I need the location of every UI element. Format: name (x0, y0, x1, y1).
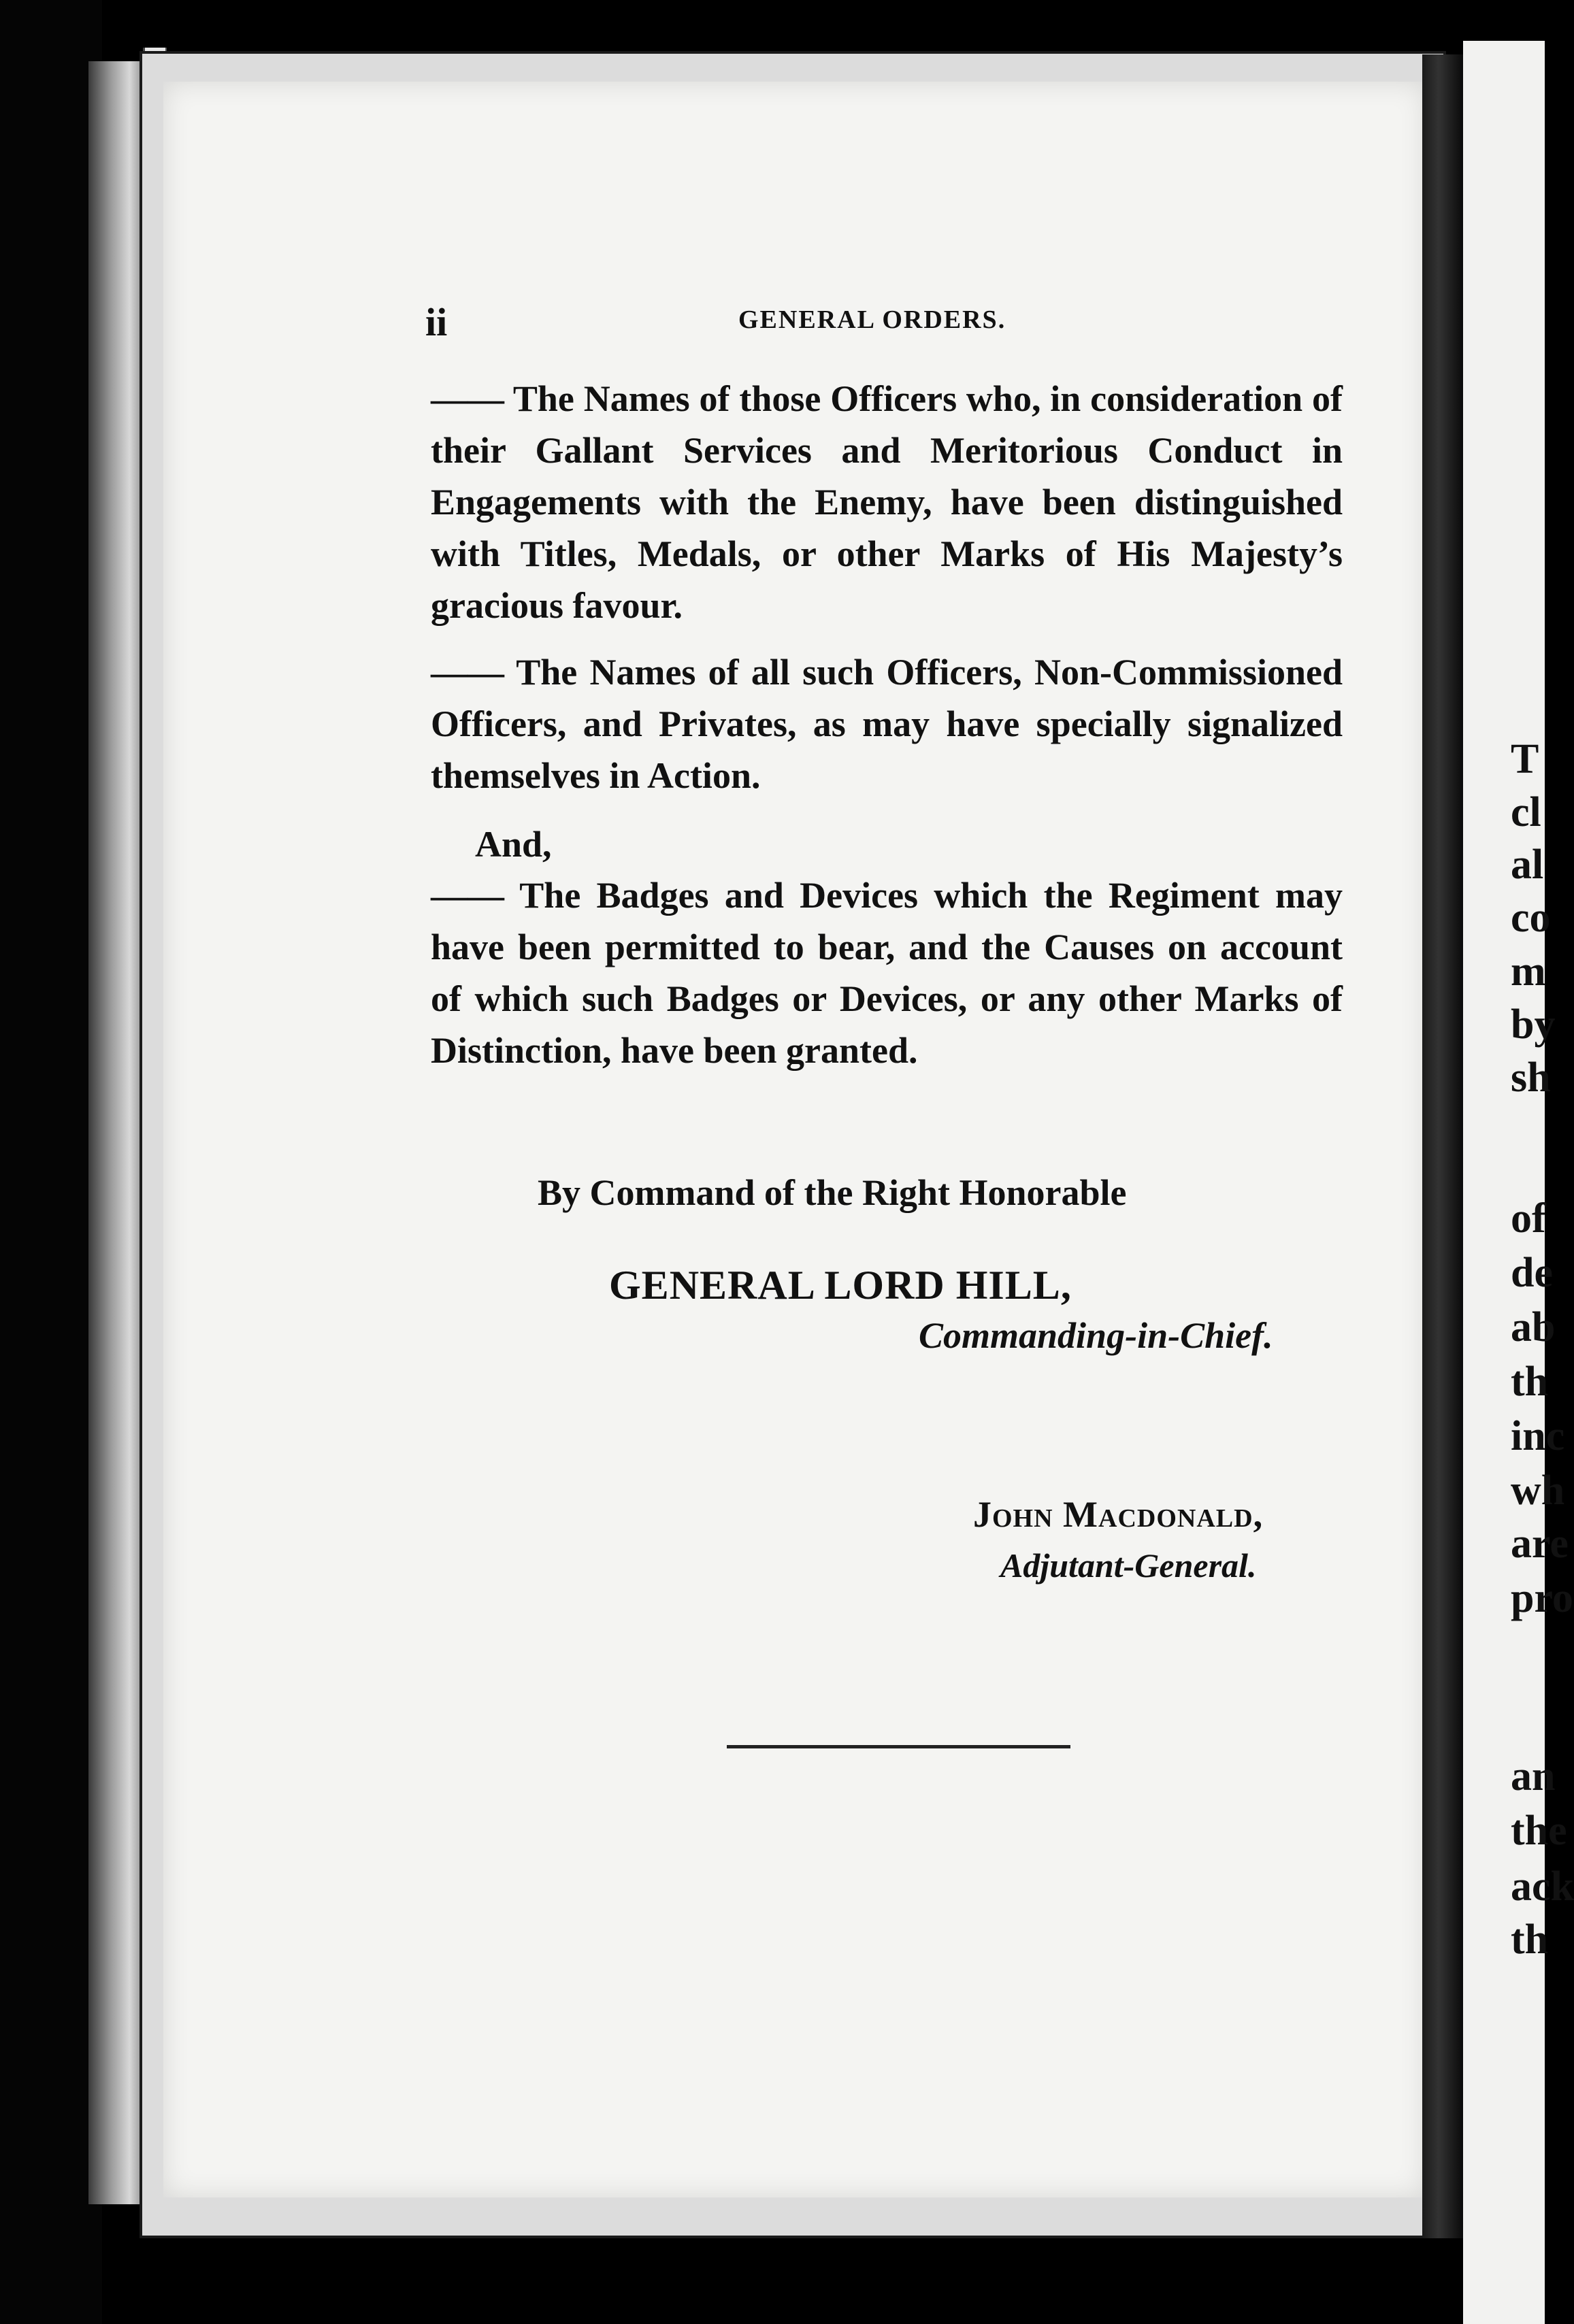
page-number: ii (425, 300, 448, 344)
facing-text-fragment: al (1511, 842, 1544, 888)
facing-text-fragment: pro (1511, 1575, 1573, 1621)
facing-text-fragment: cl (1511, 789, 1541, 835)
signatory-title: Adjutant-General. (1000, 1546, 1257, 1584)
facing-text-fragment: of (1511, 1195, 1546, 1242)
facing-text-fragment: co (1511, 895, 1551, 941)
paragraph-signalized-in-action: —— The Names of all such Officers, Non-Commissioned Officers, and Privates, as may have specially signalized themselves in Action. (431, 652, 1343, 796)
page-header-title: GENERAL ORDERS. (738, 305, 1006, 334)
facing-text-fragment: ab (1511, 1304, 1556, 1350)
facing-text-fragment: wh (1511, 1467, 1565, 1514)
signatory-name: John Macdonald, (973, 1494, 1264, 1535)
facing-text-fragment: the (1511, 1808, 1567, 1854)
command-line: By Command of the Right Honorable (538, 1172, 1127, 1213)
paragraph-badges-and-devices: —— The Badges and Devices which the Regiment may have been permitted to bear, and the Causes on account of which such Badges or Devices, or any other Marks of Distinction, have been granted. (431, 875, 1343, 1071)
scan-frame (0, 0, 102, 2324)
and-line: And, (475, 824, 552, 865)
facing-text-fragment: an (1511, 1753, 1556, 1799)
facing-text-fragment: are (1511, 1521, 1569, 1567)
paragraph-officers-honoured: —— The Names of those Officers who, in consideration of their Gallant Services and Meritorious Conduct in Engagements with the Enemy, have been distinguished with Titles, Medals, or other Marks of His Majesty’s gracious favour. (431, 378, 1343, 626)
facing-text-fragment: th (1511, 1359, 1549, 1405)
facing-text-fragment: ack (1511, 1863, 1574, 1910)
facing-text-fragment: T (1511, 736, 1539, 782)
facing-text-fragment: de (1511, 1250, 1553, 1296)
facing-text-fragment: sh (1511, 1055, 1551, 1101)
facing-text-fragment: by (1511, 1001, 1556, 1048)
general-title: Commanding-in-Chief. (919, 1315, 1273, 1356)
facing-text-fragment: m (1511, 948, 1546, 995)
facing-text-fragment: th (1511, 1916, 1549, 1963)
page-gutter (1422, 54, 1463, 2238)
facing-text-fragment: inc (1511, 1413, 1565, 1459)
section-divider (727, 1745, 1070, 1748)
running-head (425, 299, 1310, 344)
facing-page (1463, 41, 1574, 2324)
general-name: GENERAL LORD HILL, (609, 1263, 1072, 1308)
